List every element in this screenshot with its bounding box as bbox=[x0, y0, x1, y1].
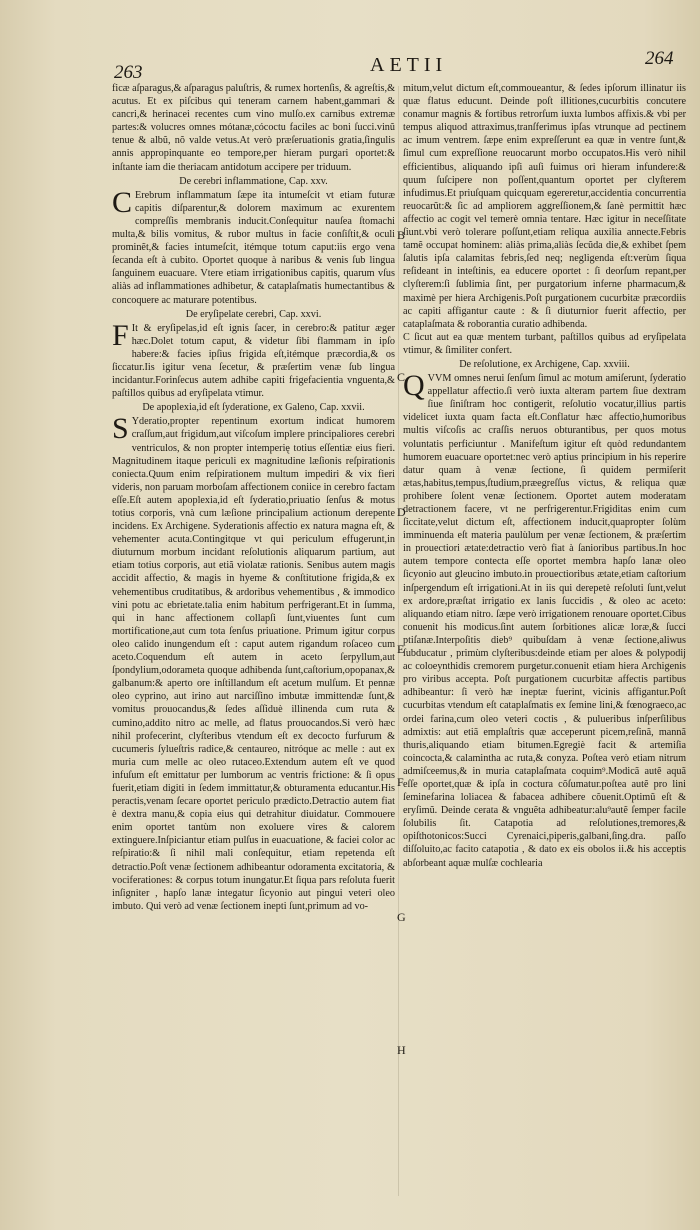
paragraph bbox=[112, 318, 395, 401]
drop-cap: F bbox=[112, 318, 129, 352]
paragraph-text: Yderatio,propter repentinum exortum indicat humorem craſſum,aut frigidum,aut viſcoſum implere principaliores cerebri ventriculos, & non propter intemperię totius eſſentiæ eius fieri. Magnitudinem itaque periculi ex magnitudine læſionis reſpirationis coniecta.Quum enim reſpirationem multum impediri & vix fieri videris, non paruam morboſam affectionem coniice in cerebro factam eſſe.Eſt autem apoplexia,id eſt ſyderatio,priuatio ſenſus & motus totius corporis, vnà cum læſione principalium actionum derepente incidens. Ex Archigene. Syderationis affectio ex natura magna eſt, & vehementer acuta.Contingitque vt qui periculum effugerunt,in diuturnum morbum incidant reſolutionis aliquarum partium, aut etiam totius corporis, aut etiã violatæ rationis. Senibus autem magis accidit affectio, & magis in hyeme & conſtitutione frigida,& ex vehementibus cruditatibus, & ardoribus vehementibus , & immodico vini potu ac ebrietate.talia enim habitum perfrigerant.Et in ſumma, qui in hanc affectionem collapſi ſunt,viuentes ſunt cum mortificatione,aut cum tota ſenſus priuatione. Primum igitur corpus oleo calido inungendum eſt : caput autem rigandum roſaceo cum aceto.Coquendum eſt autem in aceto ſerpyllum,aut ſpondylium,odorameta quoque adhibenda ſunt,caſtorium,opopanax,& galbanum:& aperto ore inſtillandum eſt acetum mulſum. Et pennæ oleo cyprino, aut irino aut narciſſino imbutæ immittendæ ſunt,& vomitus prouocandus,& ſedes aſſiduè illinenda cum ruta & cumino,addito nitro ac melle, ad flatus prouocandos.Si verò hæc nihil profecerint, clyſteribus vtendum eſt ex decocto furfurum & cucumeris ſylueſtris radice,& centaureo, nitróque ac melle : aut ex muria cum melle ac oleo rutaceo.Extendum autem eſt ve quod infuſum eſt emittatur per lumborum ac ventris frictione: & ſi opus fuerit,etiam digiti in ſedem immittatur,& obturamenta educantur.His peractis,venam ſecare oportet periculo prædicto.Detractio autem fiat è dextra manu,& copia eius qui detrahitur diuidatur. Commouere enim oportet tantùm non exoluere vires & calorem extinguere.Inſpiciantur etiam pulſus in euacuatione, & faciei color ac reſpiratio:& ſi nihil mali conſequitur, etiam repetenda eſt detractio.Poſt venæ ſectionem adhibeantur odoramenta excitatoria, & vociferationes: & corpus totum inungatur.Et ſiqua pars reſoluta fuerit inſigniter , hapſo lanæ integatur ſicyonio aut pingui veteri oleo imbuto. Qui verò ad venæ ſectionem inepti ſunt,primum ad vo- bbox=[112, 416, 395, 912]
paragraph bbox=[112, 185, 395, 307]
page-header bbox=[0, 48, 700, 83]
paragraph-text: mitum,velut dictum eſt,commoueantur, & ſedes ipſorum illinatur iis quæ flatus educunt. Deinde poſt illitiones,cucurbitis concutere conamur magnis & fortibus retrorſum iuxta lumbos affixis.& vbi per tempus aliquod attraximus,tranſferimus ipſas vtrunque ad pectinem ac imum ventrem. ſæpe enim expreſſerunt ea quæ in ventre ſunt,& ſimul cum expreſſione reuocarunt morbo occupatos.His verò nihil efficientibus, aliquando ipſi auſi fuimus ori hieram infundere:& quum ſuſcipere non poſſent,quantum oportet per clyſterem infudimus.Et priuſquam quicquam egereretur,accidentia concurrentia reuocarũt:& ſic ad ampliorem aggreſſionem,& ſanè permittit hæc affectio ac cogit vel temerè omnia tentare. Hæc igitur in neceſſitate ſiunt.vbi verò tolerare poſſunt,etiam reliqua auxilia annecte.Febris tamẽ occupat hominem: aliàs prima,aliàs ſecũda die,& exhibet ſpem ſalutis ipſa calamitas febris,ſed neq; negligenda eſt:verùm ſiqua reſideant in inteſtinis, ea educere oportet : ſi deorſum repant,per clyſterem:ſi ſublimia ſint, per purgatorium inferne pharmacum,& maximè per hiera Archigenis.Poſt purgationem cucurbitæ præcordiis ac capiti affigantur caute : & ſi diuturnior fuerit affectio, per cataplaſmata & roborantia curatio adhibenda. bbox=[403, 83, 686, 330]
column-gutter bbox=[398, 86, 399, 1196]
margin-letter-e: E bbox=[397, 642, 405, 656]
paragraph bbox=[112, 82, 395, 174]
chapter-heading: De reſolutione, ex Archigene, Cap. xxviii. bbox=[459, 358, 630, 370]
margin-letter-g: G bbox=[397, 910, 406, 924]
paragraph bbox=[403, 82, 686, 331]
running-title: AETII bbox=[370, 54, 448, 76]
paragraph-text: ficæ aſparagus,& aſparagus paluſtris, & rumex hortenſis, & agreſtis,& acutus. Et ex piſcibus qui teneram carnem habent,gammari & cancri,& herinacei recentes cum vino mulſo.ex carnibus extremæ partes:& volucres omnes mótanæ,cócoctu faciles ac boni ſucci.vinũ tenue & albũ, nõ valde vetus.At verò præſeruationis gratia,ſingulis annis appropinquante eo tempore,per hieram purgari oportet:& inſtante iam die theriacam antidotum accipere per triduum. bbox=[112, 83, 395, 173]
chapter-heading: De eryſipelate cerebri, Cap. xxvi. bbox=[185, 308, 322, 320]
left-text-column bbox=[112, 82, 395, 913]
paragraph-text: It & eryſipelas,id eſt ignis ſacer, in cerebro:& patitur æger hæc.Dolet totum caput, & videtur ſibi flammam in ipſo habere:& facies ipſius frigida eſt,itémque præcordia,& os ſiccatur.Iis igitur vena ſecetur, & præſertim venæ ſub lingua incidantur.Forinſecus autem adhibe capiti frigefacientia vnguenta,& paſtillos quibus ad eryſipelata vtimur. bbox=[112, 322, 395, 400]
chapter-heading: De cerebri inflammatione, Cap. xxv. bbox=[179, 175, 328, 187]
paragraph bbox=[112, 412, 395, 913]
paragraph-text: Erebrum inflammatum ſæpe ita intumeſcit vt etiam futuræ capitis diſparentur,& dolorem maximum ac exurentem compreſſis membranis inducit.Conſequitur nauſea ſtomachi multa,& bilis vomitus, & rubor multus in facie conſiſtit,& oculi prominẽt,& facies intumeſcit, itémque totum caput:iis ergo vena ſecanda eſt à cubito. Oportet quoque à naribus & venis ſub lingua ſanguinem euacuare. Vtere etiam irrigationibus capitis, quarum vſus aliàs ad inflammationes adhibetur, & cataplaſmatis humectantibus & concoquere ac maturare potentibus. bbox=[112, 189, 395, 306]
drop-cap: Q bbox=[403, 369, 425, 403]
margin-letter-b: B bbox=[397, 228, 406, 242]
margin-letter-f: F bbox=[397, 775, 404, 789]
margin-letter-d: D bbox=[397, 505, 406, 519]
paragraph bbox=[403, 331, 686, 357]
drop-cap: C bbox=[112, 185, 133, 219]
page-number-left: 263 bbox=[114, 62, 143, 83]
paragraph bbox=[403, 369, 686, 870]
drop-cap: S bbox=[112, 412, 129, 446]
paragraph-text: VVM omnes nerui ſenſum ſimul ac motum amiſerunt, ſyderatio appellatur affectio.ſi verò iuxta alteram partem ſiue dextram ſiue ſiniſtram hoc contigerit, reſolutio vocatur,illius partis videlicet iuxta quam facta eſt.Conflatur hæc affectio,humoribus multis viſcoſis ac craſſis neruos obturantibus, per quos motus voluntatis perficiuntur . Manifeſtum igitur eſt quòd redundantem humorem euacuare oportet:nec verò aptius principium in his reperire datur quam à venæ ſectione, ſi quidem permiſerit ætas,habitus,tempus,ſtudium,præegreſſus victus, & reliqua quæ prohibere ſolent venæ ſectionem. Oportet autem moderatam detractionem facere, vt ne perfrigerentur.Frigiditas enim cum ſiccitate,velut dictum eſt, affectionem inducit,quapropter ſolùm imminuenda eſt materia paulùlum per venæ ſectionem, & præſertim in prouectiori ætate:detractio verò fiat à ſanioribus partibus.In hoc autem tempore contecta eſſe oportet membra hapſo lanæ oleo ſicyonio aut gleucino imbuto.in prouectioribus ætate,etiam caſtorium inſpergendum eſt irrigationi.At in iis qui derepetè reſoluti ſunt,velut ex ardore,præſtat irrigatio ex lanis ſuccidis , & oleo ac aceto: aliquando etiam nitro. ſæpe verò irrigationem renouare oportet.Cibus conuenit his modicus.ſint autem ſorbitiones alicæ loræ,& ſucci ptiſanæ.Interpoſitis dieb⁹ quibuſdam à venæ ſectione,aliwus ſubducatur , primùm clyſteribus:deinde etiam per aloes & polypodij ac coloeynthidis cremorem purgetur.conuenit etiam hiera Archigenis pro viribus accepta. Poſt purgationem cucurbitæ affectis partibus adhibeantur: ſi verò hæ ineptæ fuerint, vicinis affigantur.Poſt cucurbitas vtendum eſt cataplaſmatis ex ſemine lini,& fœnograeco,ac ordei farina,cum oleo veteri coctis , & pulueribus inſperſilibus admixtis: aut etiã emplaſtris quæ acceperunt picem,reſinã, mannã thuris,aliquando etiam bitumen.Egregiè facit & artemiſia coincocta,& calamintha ac ruta,& conyza. Poſtea verò etiam nitrum admiſceemus,& in muria cataplaſmata coquim⁹.Modicã autẽ aquã eſſe oportet,quæ & ipſa in coctura cõſumatur.poſtea autẽ pro lini ſeminefarina loliacea & fabacea adhibere cõuenit.Optimũ eſt & eryſimũ. Deinde cerata & vnguẽta adhibeatur:alu⁹autẽ ſemper facile ſolubilis ſit. Catapotia ad reſolutiones,tremores,& opiſthotonicos:Succi Cyrenaici,piperis,galbani,ſing.dra. paſſo diſſoluito,ac facito catapotia , & dato ex eis obolos ii.& his acceptis abſorbeant aquæ mulſæ cochlearia bbox=[403, 373, 686, 869]
right-text-column bbox=[403, 82, 686, 870]
margin-letter-c: C bbox=[397, 370, 406, 384]
paragraph-text: C ſicut aut ea quæ mentem turbant, paſtillos quibus ad eryſipelata vtimur, & ſimiliter confert. bbox=[403, 331, 686, 356]
page-number-right: 264 bbox=[645, 48, 674, 69]
chapter-heading: De apoplexia,id eſt ſyderatione, ex Galeno, Cap. xxvii. bbox=[142, 402, 365, 414]
margin-letter-h: H bbox=[397, 1043, 406, 1057]
